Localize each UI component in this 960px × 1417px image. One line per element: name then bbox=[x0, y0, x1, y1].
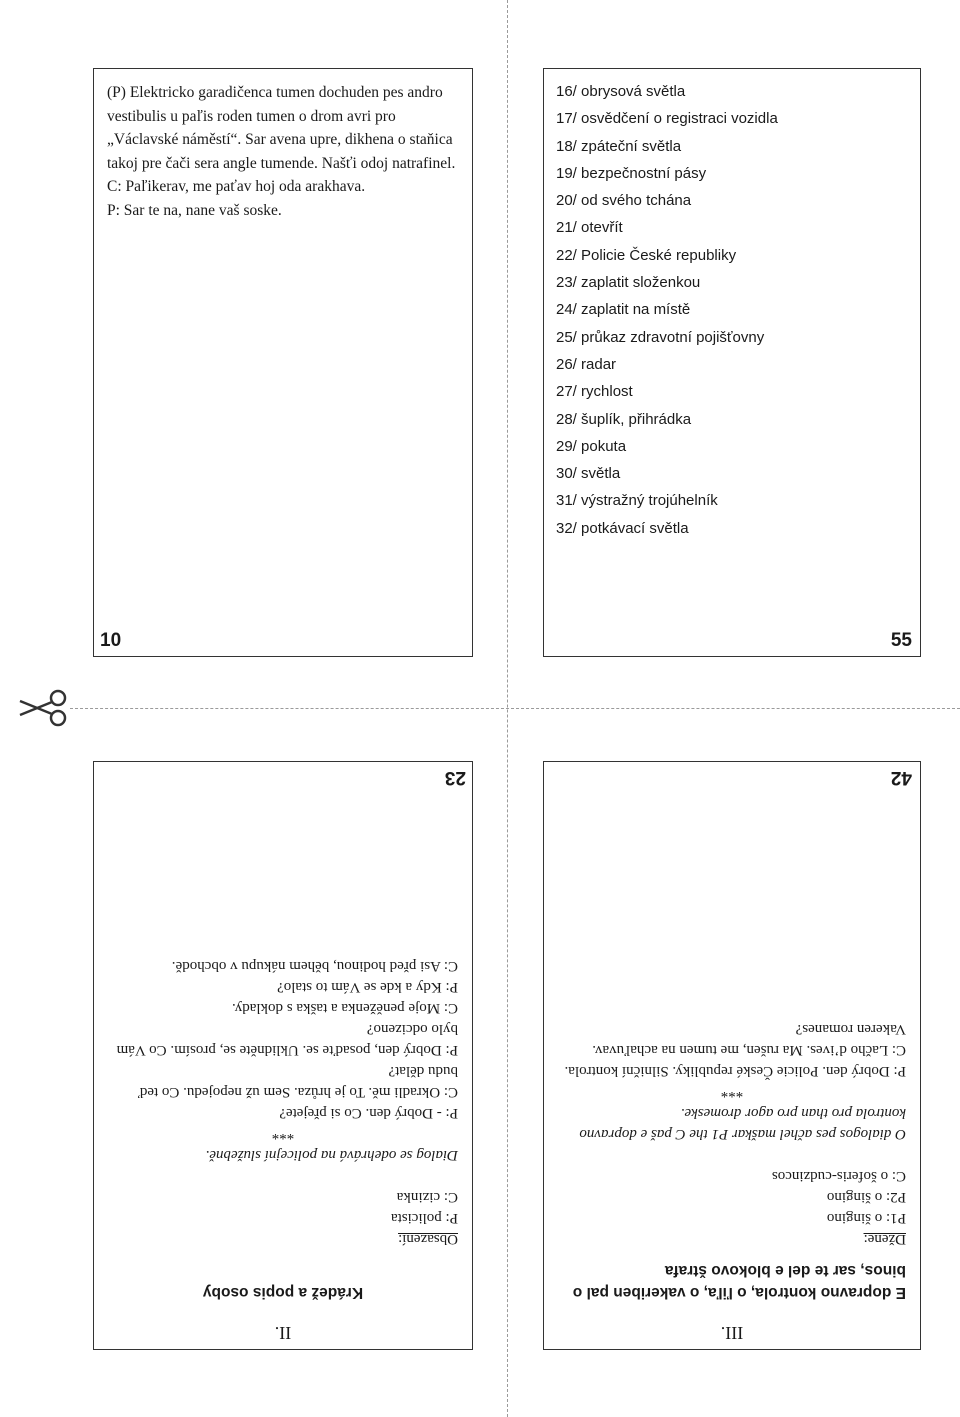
dialog-body bbox=[558, 1018, 906, 1249]
dialog-line: C: Moje peněženka a taška s doklady. bbox=[231, 1000, 458, 1016]
dialog-body bbox=[108, 955, 458, 1249]
list-item: 25/ průkaz zdravotní pojišťovny bbox=[556, 328, 765, 346]
page-number: 42 bbox=[890, 767, 912, 788]
list-item: 23/ zaplatit složenkou bbox=[556, 274, 701, 292]
list-item: 20/ od svého tchána bbox=[556, 192, 692, 210]
card-page-55 bbox=[543, 68, 921, 657]
cast-item: C: o šoferis-cudzincos bbox=[771, 1168, 906, 1184]
narration-paragraph: (P) Elektricko garadičenca tumen dochuden pes andro vestibulis u paľis roden tumen o drom avri pro „Václavské náměstí“. Sar avena upre, dikhena o staňica takoj pre čači sera angle tumende. Našťi odoj natrafinel. bbox=[107, 84, 456, 172]
list-item: 21/ otevřít bbox=[556, 219, 623, 237]
list-item: 22/ Policie České republiky bbox=[556, 246, 737, 264]
separator-stars: *** bbox=[271, 1126, 295, 1142]
list-item: 30/ světla bbox=[556, 465, 621, 483]
list-item: 19/ bezpečnostní pásy bbox=[556, 164, 707, 182]
dialog-line: C: Lačho d’ives. Ma rušen, me tumen na achaľuvav. Vakeren romanes? bbox=[592, 1021, 906, 1058]
scene-intro: O dialogos pes ačhel maškar P1 the C paš e dopravno kontrola pro than pro agor dromeske. bbox=[579, 1105, 906, 1142]
section-title: E dopravno kontrola, o ľiľa, o vakeriben pal o binos, sar te del e blokovo štrafa bbox=[572, 1262, 906, 1301]
vocabulary-list bbox=[556, 83, 906, 547]
page-number: 10 bbox=[100, 630, 122, 651]
dialog-line: C: Paľikerav, me paťav hoj oda arakhava. bbox=[107, 178, 366, 195]
list-item: 26/ radar bbox=[556, 355, 617, 373]
list-item: 24/ zaplatit na místě bbox=[556, 301, 691, 319]
dialog-line: P: Dobrý den, posaďte se. Uklidněte se, prosím. Co Vám bylo odcizeno? bbox=[116, 1021, 458, 1058]
dialog-line: C: Okradli mě. To je hrůza. Sem už nepojedu. Co teď budu dělat? bbox=[137, 1063, 458, 1100]
section-title: Krádež a popis osoby bbox=[202, 1284, 364, 1301]
card-page-23 bbox=[93, 761, 473, 1350]
card-page-42 bbox=[543, 761, 921, 1350]
dialog-line: P: Dobrý den. Policie České republiky. Silniční kontrola. bbox=[564, 1063, 906, 1079]
dialog-line: P: Sar te na, nane vaš soske. bbox=[107, 201, 282, 219]
dialog-line: P: Kdy a kde se Vám to stalo? bbox=[277, 979, 458, 995]
cast-item: C: cizinka bbox=[396, 1189, 458, 1205]
cast-item: P1: o šingino bbox=[826, 1210, 906, 1226]
separator-stars: *** bbox=[720, 1084, 744, 1100]
dialog-line: C: Asi před hodinou, během nákupu v obchodě. bbox=[171, 958, 458, 974]
list-item: 16/ obrysová světla bbox=[556, 83, 686, 100]
card-page-10 bbox=[93, 68, 473, 657]
scene-intro: Dialog se odehrává na policejní služebně. bbox=[205, 1147, 458, 1163]
dialog-line: P: - Dobrý den. Co si přejete? bbox=[279, 1105, 458, 1121]
list-item: 28/ šuplík, přihrádka bbox=[556, 410, 692, 428]
page-number: 55 bbox=[890, 630, 912, 651]
list-item: 31/ výstražný trojúhelník bbox=[556, 492, 718, 510]
page-number: 23 bbox=[444, 767, 466, 788]
spacer bbox=[558, 1144, 906, 1165]
list-item: 17/ osvědčení o registraci vozidla bbox=[556, 110, 778, 128]
cast-heading: Džene: bbox=[863, 1231, 906, 1247]
scissors-icon bbox=[14, 688, 70, 728]
horizontal-cut-line bbox=[70, 708, 960, 709]
spacer bbox=[108, 1165, 458, 1186]
dialog-text bbox=[107, 81, 465, 222]
cast-item: P2: o šingino bbox=[826, 1189, 906, 1205]
list-item: 32/ potkávací světla bbox=[556, 519, 689, 537]
list-item: 27/ rychlost bbox=[556, 383, 633, 401]
cast-item: P: policista bbox=[390, 1210, 458, 1226]
section-numeral: III. bbox=[720, 1323, 744, 1343]
list-item: 29/ pokuta bbox=[556, 437, 627, 455]
section-numeral: II. bbox=[274, 1323, 292, 1343]
cast-heading: Obsazení: bbox=[398, 1231, 458, 1247]
list-item: 18/ zpáteční světla bbox=[556, 137, 682, 155]
